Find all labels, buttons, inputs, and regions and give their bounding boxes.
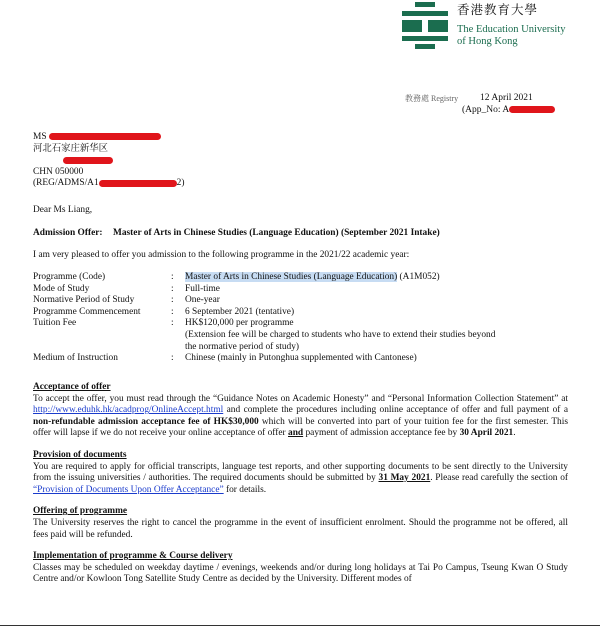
body-text: payment of admission acceptance fee by — [303, 428, 460, 439]
detail-label: Mode of Study — [33, 283, 90, 294]
reference-suffix: 2) — [176, 178, 185, 189]
subject-label: Admission Offer: — [33, 228, 103, 238]
logo-english-name — [457, 24, 565, 48]
section-body: Classes may be scheduled on weekday daytime / evenings, weekends and/or during long holidays at Tai Po Campus, Tseung Kwan O Study Centre and/or Kowloon Tong Satellite Study Centre as decided by the University. Different modes of — [33, 562, 568, 585]
page-bottom-rule — [0, 625, 600, 626]
detail-separator: : — [171, 283, 174, 294]
body-text: which will be converted into part of your tuition fee for the first semester. This offer will lapse if we do not receive your online acceptance of offer — [33, 416, 568, 439]
letter-date: 12 April 2021 — [480, 93, 533, 103]
detail-separator: : — [171, 272, 174, 282]
detail-label: Normative Period of Study — [33, 295, 135, 306]
detail-label: Tuition Fee — [33, 318, 77, 329]
redaction-mark — [63, 157, 113, 164]
letter-sections — [33, 382, 568, 596]
detail-value — [185, 318, 585, 353]
detail-label: Medium of Instruction — [33, 353, 118, 364]
body-text: To accept the offer, you must read through the “Guidance Notes on Academic Honesty” and “Personal Information Collection Statement” at — [33, 393, 568, 404]
subject-text: Master of Arts in Chinese Studies (Language Education) (September 2021 Intake) — [113, 228, 440, 238]
university-logo — [400, 0, 590, 56]
detail-row-normative — [33, 295, 585, 307]
body-text: . Please read carefully the section of — [430, 473, 568, 484]
detail-row-programme — [33, 272, 585, 284]
section-heading: Offering of programme — [33, 506, 128, 517]
app-no-prefix: (App_No: A — [462, 105, 510, 115]
detail-row-mode — [33, 284, 585, 296]
detail-value — [185, 272, 585, 284]
detail-separator: : — [171, 353, 174, 364]
intro-paragraph: I am very pleased to offer you admission to the following programme in the 2021/22 academic year: — [33, 250, 410, 260]
section-body — [33, 462, 568, 497]
section-body: The University reserves the right to cancel the programme in the event of insufficient enrolment. Should the programme not be offered, all fees paid will be refunded. — [33, 517, 568, 540]
detail-value: Chinese (mainly in Putonghua supplemented with Cantonese) — [185, 353, 417, 364]
section-offering — [33, 506, 568, 541]
address-line-4: CHN 050000 — [33, 166, 84, 177]
body-text: for details. — [223, 484, 267, 495]
application-number — [462, 105, 555, 117]
detail-row-tuition — [33, 318, 585, 353]
eduhk-emblem-icon — [400, 0, 450, 50]
logo-chinese-name: 香港教育大學 — [457, 2, 539, 17]
registry-label: 教務處 Registry — [405, 94, 459, 103]
documents-deadline: 31 May 2021 — [378, 473, 431, 484]
section-acceptance — [33, 382, 568, 440]
detail-value: One-year — [185, 295, 220, 306]
section-heading: Provision of documents — [33, 449, 127, 460]
acceptance-deadline: 30 April 2021 — [459, 428, 514, 439]
provision-documents-link[interactable]: “Provision of Documents Upon Offer Acceptance” — [33, 484, 224, 495]
redaction-mark — [99, 180, 177, 187]
section-implementation — [33, 551, 568, 586]
programme-name-highlighted: Master of Arts in Chinese Studies (Language Education) — [185, 272, 398, 282]
section-heading: Implementation of programme & Course delivery — [33, 551, 233, 562]
detail-value: Full-time — [185, 283, 220, 294]
tuition-note-line-2: the normative period of study) — [185, 341, 300, 352]
detail-label: Programme Commencement — [33, 306, 141, 317]
detail-separator: : — [171, 295, 174, 306]
online-accept-link[interactable]: http://www.eduhk.hk/acadprog/OnlineAccept.html — [33, 405, 224, 416]
section-documents — [33, 450, 568, 496]
body-text: and complete the procedures including online acceptance of offer and full payment of a — [223, 405, 568, 416]
detail-separator: : — [171, 318, 174, 329]
detail-row-commencement — [33, 307, 585, 319]
detail-value: 6 September 2021 (tentative) — [185, 306, 295, 317]
recipient-address — [33, 132, 184, 190]
detail-row-medium — [33, 353, 585, 365]
detail-label: Programme (Code) — [33, 272, 106, 282]
body-text: You are required to apply for official transcripts, language test reports, and other supporting documents to be sent directly to the University from the issuing universities / authorities. The required documents should be submitted by — [33, 461, 568, 484]
programme-details — [33, 272, 585, 365]
redaction-mark — [509, 106, 555, 113]
programme-code: (A1M052) — [399, 272, 440, 282]
section-body — [33, 394, 568, 440]
salutation: Dear Ms Liang, — [33, 205, 93, 215]
reference-prefix: (REG/ADMS/A1 — [33, 178, 99, 189]
address-line-1: MS — [33, 132, 47, 142]
acceptance-fee-text: non-refundable admission acceptance fee of HK$30,000 — [33, 416, 259, 427]
redaction-mark — [49, 133, 161, 140]
address-line-2: 河北石家庄新华区 — [33, 143, 109, 154]
logo-english-line-2: of Hong Kong — [457, 36, 518, 47]
emphasis-and: and — [288, 428, 304, 439]
body-text: . — [513, 428, 516, 439]
tuition-note-line-1: (Extension fee will be charged to students who have to extend their studies beyond — [185, 329, 496, 340]
subject-line — [33, 228, 440, 240]
section-heading: Acceptance of offer — [33, 382, 111, 392]
logo-english-line-1: The Education University — [457, 24, 566, 35]
detail-separator: : — [171, 306, 174, 317]
tuition-amount: HK$120,000 per programme — [185, 318, 294, 329]
